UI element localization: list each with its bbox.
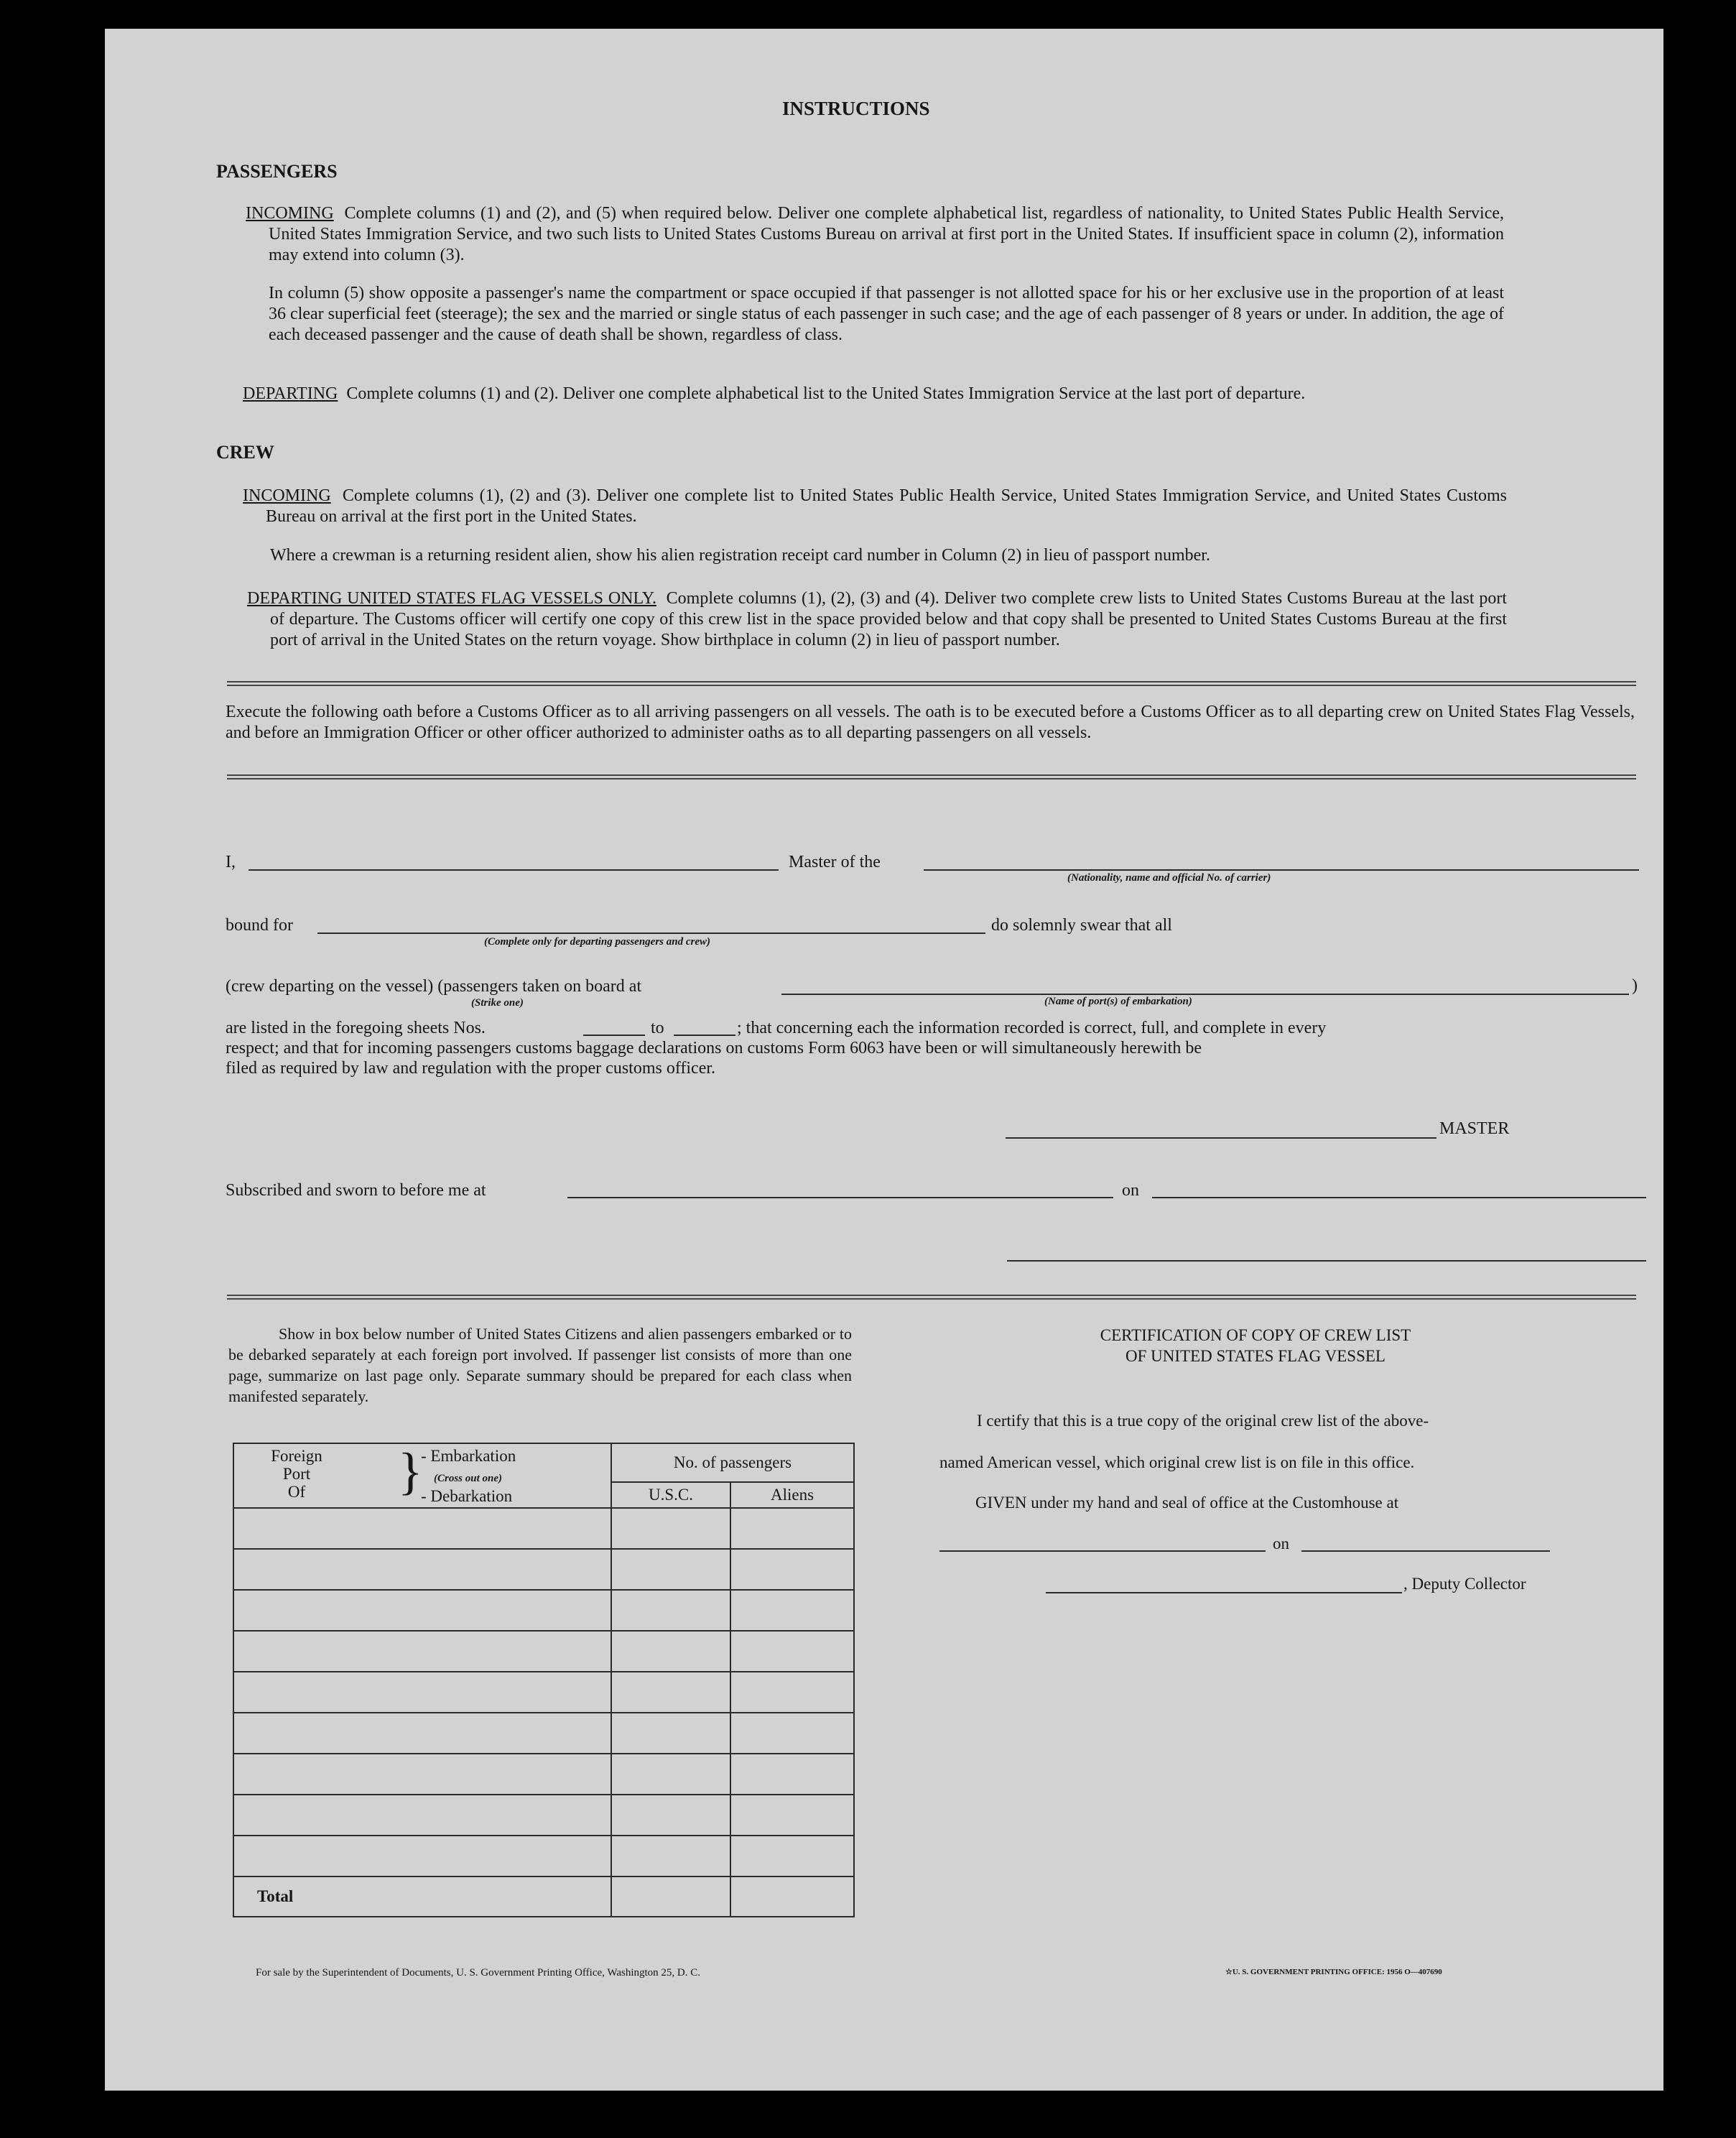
master-of-the-label: Master of the bbox=[789, 853, 881, 871]
crew-incoming-label: INCOMING bbox=[243, 486, 331, 505]
crew-departing-paragraph bbox=[247, 588, 1507, 651]
table-row bbox=[233, 1754, 854, 1795]
right-brace: } bbox=[398, 1443, 423, 1500]
aliens-cell[interactable] bbox=[730, 1672, 854, 1713]
sheets-to-label: to bbox=[651, 1019, 664, 1037]
port-cell[interactable] bbox=[233, 1631, 611, 1672]
bound-for-caption: (Complete only for departing passengers and crew) bbox=[484, 936, 710, 948]
oath-i-label: I, bbox=[226, 853, 236, 871]
port-cell[interactable] bbox=[233, 1672, 611, 1713]
officer-signature-field[interactable] bbox=[1007, 1260, 1646, 1262]
sworn-date-field[interactable] bbox=[1152, 1197, 1646, 1198]
aliens-cell[interactable] bbox=[730, 1795, 854, 1836]
swear-text: do solemnly swear that all bbox=[991, 916, 1172, 935]
crew-incoming-text: Complete columns (1), (2) and (3). Deliver one complete list to United States Public Health Service, United States Immigration Service, and United States Customs Bureau on arrival at the first port in the United States. bbox=[266, 486, 1507, 526]
passengers-departing-label: DEPARTING bbox=[243, 384, 338, 403]
certification-title-line-2: OF UNITED STATES FLAG VESSEL bbox=[1125, 1347, 1385, 1365]
certification-on-label: on bbox=[1273, 1535, 1289, 1552]
close-paren: ) bbox=[1632, 976, 1638, 995]
aliens-cell[interactable] bbox=[730, 1836, 854, 1876]
foreign-word: Foreign bbox=[271, 1447, 322, 1465]
declaration-line-2: respect; and that for incoming passengers customs baggage declarations on customs Form 6063 have been or will simultaneously herewith be bbox=[226, 1039, 1202, 1058]
aliens-cell[interactable] bbox=[730, 1713, 854, 1754]
aliens-cell[interactable] bbox=[730, 1549, 854, 1590]
passengers-departing-paragraph bbox=[243, 384, 1526, 404]
port-cell[interactable] bbox=[233, 1836, 611, 1876]
passenger-summary-table bbox=[233, 1443, 855, 1917]
divider-double-line bbox=[227, 1295, 1636, 1300]
usc-cell[interactable] bbox=[611, 1713, 730, 1754]
subscribed-label: Subscribed and sworn to before me at bbox=[226, 1181, 486, 1200]
certification-title-line-1: CERTIFICATION OF COPY OF CREW LIST bbox=[1100, 1326, 1411, 1344]
sheets-text-post: ; that concerning each the information recorded is correct, full, and complete in every bbox=[737, 1019, 1327, 1037]
sheet-from-field[interactable] bbox=[583, 1035, 645, 1036]
passengers-incoming-text: Complete columns (1) and (2), and (5) when required below. Deliver one complete alphabetical list, regardless of nationality, to United States Public Health Service, United States Immigration Service, and two such lists to United States Customs Bureau on arrival at first port in the United States. If insufficient space in column (2), information may extend into column (3). bbox=[269, 204, 1505, 264]
usc-cell[interactable] bbox=[611, 1672, 730, 1713]
bound-for-label: bound for bbox=[226, 916, 293, 935]
table-row bbox=[233, 1549, 854, 1590]
crew-departing-text: Complete columns (1), (2), (3) and (4). Deliver two complete crew lists to United States Customs Bureau at the last port of departure. The Customs officer will certify one copy of this crew list in the space provided below and that copy shall be presented to United States Customs Bureau at the first port of arrival in the United States on the return voyage. Show birthplace in column (2) in lieu of passport number. bbox=[270, 589, 1508, 649]
table-row bbox=[233, 1795, 854, 1836]
passengers-departing-text: Complete columns (1) and (2). Deliver one complete alphabetical list to the United States Immigration Service at the last port of departure. bbox=[346, 384, 1306, 403]
master-name-field[interactable] bbox=[249, 869, 779, 871]
usc-cell[interactable] bbox=[611, 1754, 730, 1795]
table-row bbox=[233, 1631, 854, 1672]
aliens-cell[interactable] bbox=[730, 1590, 854, 1631]
passengers-column5-paragraph: In column (5) show opposite a passenger's name the compartment or space occupied if that passenger is not allotted space for his or her exclusive use in the proportion of at least 36 clear superficial feet (steerage); the sex and the married or single status of each passenger in such case; and the age of each passenger of 8 years or under. In addition, the age of each deceased passenger and the cause of death shall be shown, regardless of class. bbox=[269, 284, 1504, 344]
passengers-heading: PASSENGERS bbox=[216, 161, 338, 182]
aliens-cell[interactable] bbox=[730, 1631, 854, 1672]
master-signature-field[interactable] bbox=[1006, 1137, 1436, 1139]
crew-heading: CREW bbox=[216, 442, 274, 463]
gpo-imprint: ☆U. S. GOVERNMENT PRINTING OFFICE: 1956 O—407690 bbox=[1225, 1968, 1442, 1976]
crew-passengers-label: (crew departing on the vessel) (passengers taken on board at bbox=[226, 977, 642, 996]
port-cell[interactable] bbox=[233, 1795, 611, 1836]
deputy-collector-signature-field[interactable] bbox=[1046, 1592, 1402, 1593]
passengers-incoming-paragraph bbox=[246, 203, 1504, 266]
total-row bbox=[233, 1876, 854, 1917]
certification-date-field[interactable] bbox=[1301, 1550, 1550, 1552]
divider-double-line bbox=[227, 774, 1636, 779]
aliens-header: Aliens bbox=[730, 1482, 854, 1508]
divider-double-line bbox=[227, 681, 1636, 686]
bound-for-field[interactable] bbox=[317, 933, 985, 934]
sheets-text-pre: are listed in the foregoing sheets Nos. bbox=[226, 1019, 486, 1037]
carrier-caption: (Nationality, name and official No. of carrier) bbox=[1067, 872, 1271, 884]
crew-incoming-paragraph bbox=[243, 486, 1507, 527]
port-cell[interactable] bbox=[233, 1754, 611, 1795]
total-label: Total bbox=[233, 1876, 611, 1917]
summary-instructions: Show in box below number of United States Citizens and alien passengers embarked or to be debarked separately at each foreign port involved. If passenger list consists of more than one page, summarize on last page only. Separate summary should be prepared for each class when manifested separately. bbox=[228, 1325, 852, 1405]
sworn-at-field[interactable] bbox=[567, 1197, 1113, 1198]
given-text: GIVEN under my hand and seal of office at the Customhouse at bbox=[975, 1494, 1399, 1512]
passengers-incoming-label: INCOMING bbox=[246, 204, 334, 223]
port-header-cell bbox=[233, 1443, 611, 1508]
usc-cell[interactable] bbox=[611, 1836, 730, 1876]
table-row bbox=[233, 1836, 854, 1876]
sale-notice: For sale by the Superintendent of Documents, U. S. Government Printing Office, Washington 25, D. C. bbox=[256, 1967, 700, 1979]
total-usc-cell[interactable] bbox=[611, 1876, 730, 1917]
certify-line-1: I certify that this is a true copy of the original crew list of the above- bbox=[977, 1412, 1429, 1430]
sworn-on-label: on bbox=[1122, 1181, 1139, 1200]
form-page bbox=[105, 29, 1663, 2091]
port-caption: (Name of port(s) of embarkation) bbox=[1044, 996, 1192, 1007]
port-cell[interactable] bbox=[233, 1549, 611, 1590]
port-cell[interactable] bbox=[233, 1508, 611, 1549]
crew-departing-label: DEPARTING UNITED STATES FLAG VESSELS ONLY. bbox=[247, 589, 656, 608]
port-of-embarkation-field[interactable] bbox=[781, 994, 1629, 995]
page-title: INSTRUCTIONS bbox=[782, 98, 930, 119]
port-word: Port bbox=[282, 1465, 311, 1483]
port-cell[interactable] bbox=[233, 1713, 611, 1754]
no-passengers-header: No. of passengers bbox=[611, 1443, 854, 1482]
customhouse-field[interactable] bbox=[939, 1550, 1266, 1552]
cross-out-caption: (Cross out one) bbox=[434, 1473, 503, 1484]
certify-line-2: named American vessel, which original crew list is on file in this office. bbox=[939, 1453, 1415, 1471]
foreign-port-of-label bbox=[234, 1447, 359, 1501]
port-cell[interactable] bbox=[233, 1590, 611, 1631]
usc-header: U.S.C. bbox=[611, 1482, 730, 1508]
usc-cell[interactable] bbox=[611, 1549, 730, 1590]
table-row bbox=[233, 1590, 854, 1631]
table-row bbox=[233, 1713, 854, 1754]
declaration-line-3: filed as required by law and regulation with the proper customs officer. bbox=[226, 1059, 716, 1078]
usc-cell[interactable] bbox=[611, 1508, 730, 1549]
usc-cell[interactable] bbox=[611, 1795, 730, 1836]
strike-caption: (Strike one) bbox=[471, 997, 524, 1009]
master-label: MASTER bbox=[1439, 1119, 1510, 1138]
oath-instructions: Execute the following oath before a Customs Officer as to all arriving passengers on all vessels. The oath is to be executed before a Customs Officer as to all departing crew on United States Flag Vessels, and before an Immigration Officer or other officer authorized to administer oaths as to all departing passengers on all vessels. bbox=[226, 703, 1635, 742]
certification-title bbox=[1047, 1325, 1464, 1366]
usc-cell[interactable] bbox=[611, 1590, 730, 1631]
deputy-collector-label: , Deputy Collector bbox=[1403, 1575, 1526, 1593]
embarkation-label: - Embarkation bbox=[421, 1447, 516, 1465]
of-word: Of bbox=[287, 1483, 306, 1501]
usc-cell[interactable] bbox=[611, 1631, 730, 1672]
debarkation-label: - Debarkation bbox=[421, 1487, 513, 1505]
carrier-field[interactable] bbox=[924, 869, 1639, 871]
total-aliens-cell[interactable] bbox=[730, 1876, 854, 1917]
table-row bbox=[233, 1672, 854, 1713]
crew-resident-paragraph: Where a crewman is a returning resident alien, show his alien registration receipt card number in Column (2) in lieu of passport number. bbox=[270, 546, 1210, 565]
sheet-to-field[interactable] bbox=[674, 1035, 735, 1036]
table-row bbox=[233, 1508, 854, 1549]
aliens-cell[interactable] bbox=[730, 1754, 854, 1795]
aliens-cell[interactable] bbox=[730, 1508, 854, 1549]
